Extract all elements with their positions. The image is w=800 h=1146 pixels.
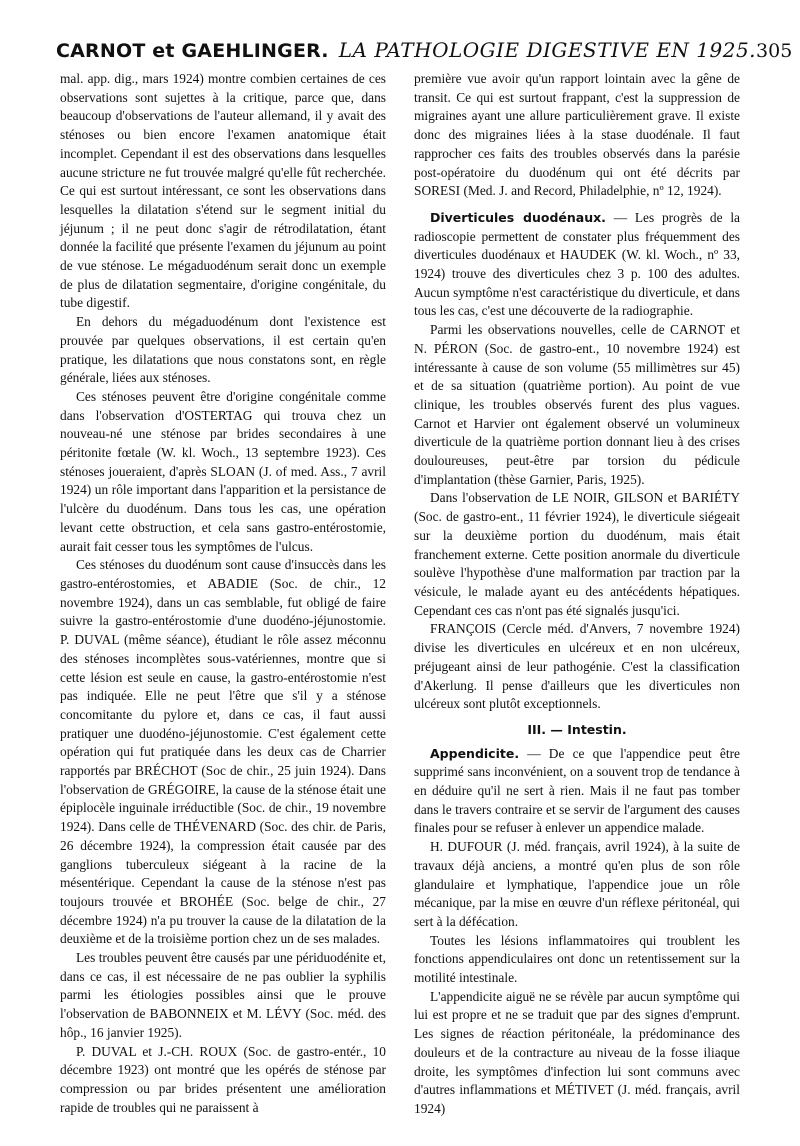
header-title: LA PATHOLOGIE DIGESTIVE EN 1925. [338,38,757,62]
two-column-body [60,70,740,1119]
appendicite-heading: Appendicite. [430,745,520,761]
appendicite-text: — De ce que l'appendice peut être supprimé sans inconvénient, on a souvent trop de tendance à en déduire qu'il ne sert à rien. Mais il ne faut pas tomber dans le travers contraire et se servir de l'argument des causes finales pour se refuser à enlever un appendice malade. [414,745,740,836]
paragraph: Ces sténoses peuvent être d'origine congénitale comme dans l'observation d'OSTERTAG qui trouva chez un nouveau-né une sténose par brides secondaires à une péritonite fœtale (W. kl. Woch., 13 septembre 1923). Ces sténoses joueraient, d'après SLOAN (J. of med. Ass., 7 avril 1924) un rôle important dans l'apparition et la persistance de l'ulcère du duodénum. Dans tous les cas, une opération levant cette obstruction, et cela sans gastro-entérostomie, aurait fait cesser tous les symptômes de l'ulcus. [60,388,386,554]
section-heading-intestin: III. — Intestin. [527,721,627,737]
paragraph: En dehors du mégaduodénum dont l'existence est prouvée par quelques observations, il est certain qu'en pratique, les dilatations que nous constatons sont, en règle générale, liées aux sténoses. [60,314,386,386]
running-header [56,38,793,62]
diverticules-heading: Diverticules duodénaux. [430,209,606,225]
diverticules-paragraph [414,209,740,321]
header-authors: CARNOT et GAEHLINGER. [56,40,329,62]
paragraph: FRANÇOIS (Cercle méd. d'Anvers, 7 novembre 1924) divise les diverticules en ulcéreux et en non ulcéreux, préjugeant ainsi de leur pathogénie. C'est la classification d'Akerlung. Il pense d'ailleurs que les diverticules non ulcéreux sont plutôt exceptionnels. [414,621,740,712]
paragraph: L'appendicite aiguë ne se révèle par aucun symptôme qui lui est propre et ne se traduit que par des signes d'emprunt. Les signes de réaction péritonéale, la prédominance des douleurs et de la contracture au niveau de la fosse iliaque droite, les symptômes d'infection lui sont communs avec d'autres inflammations et MÉTIVET (J. méd. français, avril 1924) [414,988,740,1116]
paragraph: P. DUVAL et J.-CH. ROUX (Soc. de gastro-entér., 10 décembre 1923) ont montré que les opérés de sténose par compression ou par brides présentent une amélioration rapide de troubles qui ne paraissent à [60,1043,386,1115]
appendicite-paragraph [414,745,740,839]
paragraph: Toutes les lésions inflammatoires qui troublent les fonctions appendiculaires ont donc un retentissement sur la motilité intestinale. [414,932,740,986]
paragraph: Dans l'observation de LE NOIR, GILSON et BARIÉTY (Soc. de gastro-ent., 11 février 1924), le diverticule siégeait sur la deuxième portion du duodénum, mais était franchement externe. Cette position anormale du diverticule soulève l'hypothèse d'une malformation par traction par la vésicule, le malade ayant eu des antécédents hépatiques. Cependant ces cas n'ont pas été signalés jusqu'ici. [414,490,740,618]
diverticules-text: — Les progrès de la radioscopie permettent de constater plus fréquemment des diverticules duodénaux et HAUDEK (W. kl. Woch., nº 33, 1924) trouve des diverticules chez 3 p. 100 des adultes. Aucun symptôme n'est caractéristique du diverticule, et dans tous les cas, c'est une découverte de la radiographie. [414,209,740,319]
right-column [414,70,740,1119]
page-number: 305 [756,40,793,62]
left-column [60,70,386,1119]
paragraph: Parmi les observations nouvelles, celle de CARNOT et N. PÉRON (Soc. de gastro-ent., 10 novembre 1924) est intéressante à cause de son volume (55 millimètres sur 45) et de sa situation (quatrième portion). Au point de vue clinique, les troubles observés furent des plus vagues. Carnot et Harvier ont également observé un volumineux diverticule de la quatrième portion donnant lieu à des crises douloureuses, peut-être par torsion du pédicule d'implantation (thèse Garnier, Paris, 1925). [414,322,740,487]
paragraph: Ces sténoses du duodénum sont cause d'insuccès dans les gastro-entérostomies, et ABADIE (Soc. de chir., 12 novembre 1924), dans un cas semblable, fut obligé de faire suivre la gastro-entérostomie d'une duodéno-jéjunostomie. P. DUVAL (même séance), étudiant le rôle assez méconnu des sténoses incomplètes sous-vatériennes, montre que si cette lésion est seule en cause, la gastro-entérostomie n'est pas indiquée. Elle ne peut l'être que s'il y a sténose concomitante du pylore et, dans ce cas, il faut aussi pratiquer une duodéno-jéjunostomie. C'est également cette opération qui fut pratiquée dans les deux cas de Charrier rapportés par BRÉCHOT (Soc de chir., 25 juin 1924). Dans l'observation de GRÉGOIRE, la cause de la sténose était une épiplocèle inguinale irréductible (Soc. de chir., 19 novembre 1924). Dans celle de THÉVENARD (Soc. des chir. de Paris, 26 décembre 1924), la compression était causée par des ganglions tuberculeux siégeant à la racine de la mésentérique. Cependant la cause de la sténose n'est pas toujours trouvée et BROHÉE (Soc. belge de chir., 27 décembre 1924) n'a pu trouver la cause de la dilatation de la deuxième et de la troisième portion chez un de ses malades. [60,557,386,947]
paragraph: H. DUFOUR (J. méd. français, avril 1924), à la suite de travaux déjà anciens, a montré qu'en plus de son rôle glandulaire et lymphatique, l'appendice joue un rôle mécanique, par la mise en œuvre d'un réflexe péritonéal, qui sert à la défécation. [414,839,740,929]
paragraph: première vue avoir qu'un rapport lointain avec la gêne de transit. Ce qui est surtout frappant, c'est la suppression de migraines ayant une allure particulièrement grave. Il existe donc des migraines liées à la stase duodénale. Il faut rapprocher ces faits des troubles observés dans la parésie post-opératoire du duodénum qui ont été décrits par SORESI (Med. J. and Record, Philadelphie, nº 12, 1924). [414,71,740,199]
paragraph: Les troubles peuvent être causés par une périduodénite et, dans ce cas, il est nécessaire de ne pas oublier la syphilis parmi les étiologies possibles ainsi que le prouve l'observation de BABONNEIX et M. LÉVY (Soc. méd. des hôp., 16 janvier 1925). [60,950,386,1040]
paragraph: mal. app. dig., mars 1924) montre combien certaines de ces observations sont sujettes à la critique, parce que, dans beaucoup d'observations de l'auteur allemand, il y avait des sténoses ou bien encore l'examen anatomique était incomplet. Cependant il est des observations dans lesquelles aucune stricture ne fut trouvée malgré qu'elle fût recherchée. Ce qui est surtout intéressant, ce sont les observations dans lesquelles la dilatation s'étend sur le segment initial du jéjunum ; il ne peut donc s'agir de rétrodilatation, étant donnée la facilité que présente l'examen du jéjunum au point de vue sténose. Le mégaduodénum serait donc un exemple de plus de dilatation segmentaire, d'origine congénitale, du tube digestif. [60,71,386,311]
